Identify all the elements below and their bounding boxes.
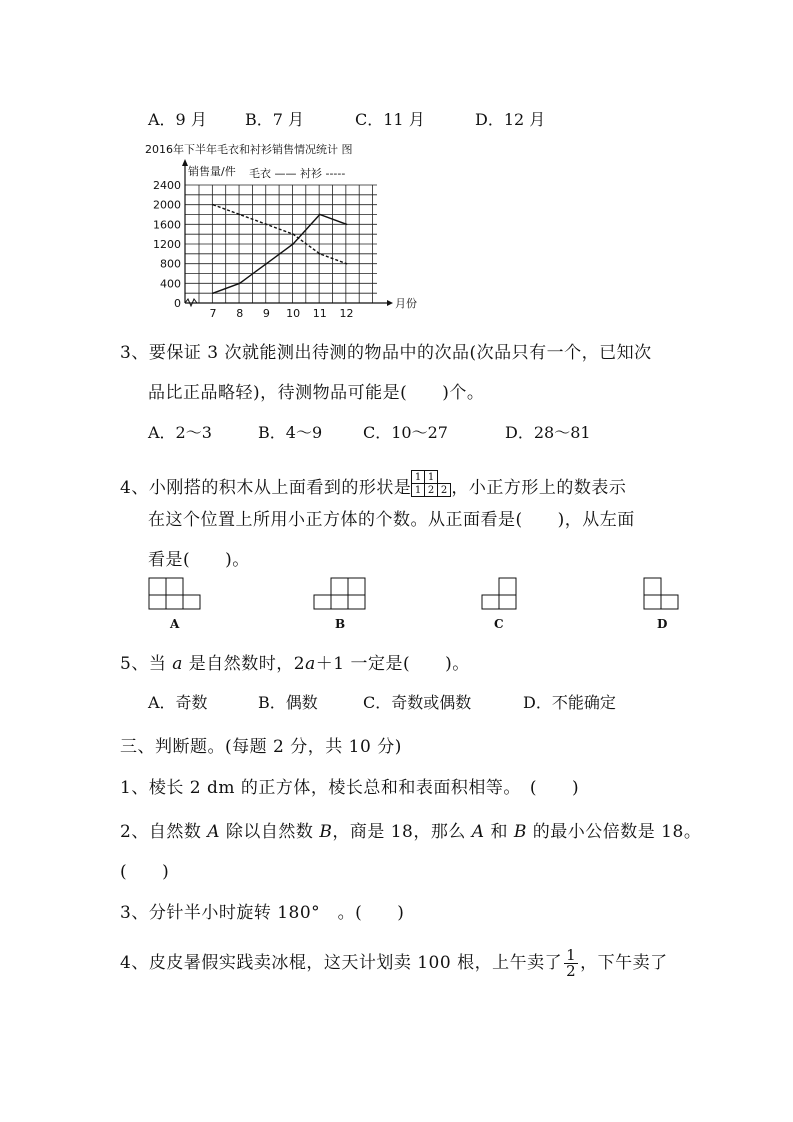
- q4-figure-b: [310, 575, 370, 615]
- grid-cell: 1: [412, 484, 425, 497]
- judge-1: 1、棱长 2 dm 的正方体，棱长总和和表面积相等。 ( ): [120, 778, 580, 798]
- q3-option-c: C．10～27: [363, 423, 448, 442]
- data-point: [239, 283, 241, 285]
- judge-2-text: 和: [484, 822, 514, 842]
- fraction-denominator: 2: [566, 962, 577, 980]
- data-point: [346, 263, 348, 265]
- data-point: [266, 224, 268, 226]
- judge-4-text: ，下午卖了: [580, 953, 668, 973]
- y-tick-label: 2400: [153, 179, 181, 192]
- data-point: [346, 224, 348, 226]
- judge-2-var: A: [207, 822, 221, 842]
- judge-2-text: ，商是 18，那么: [332, 822, 472, 842]
- judge-4: [120, 948, 668, 979]
- judge-2-text: 2、自然数: [120, 822, 208, 842]
- x-tick-label: 11: [312, 307, 327, 320]
- q5-line: [120, 649, 470, 674]
- fraction-one-half: [564, 948, 578, 979]
- q5-option-d: D．不能确定: [523, 693, 616, 712]
- y-tick-label: 1200: [153, 238, 181, 251]
- data-point: [292, 233, 294, 235]
- judge-2-text: 的最小公倍数是 18。: [526, 822, 702, 842]
- q4-line-1-a: 4、小刚搭的积木从上面看到的形状是: [120, 478, 412, 498]
- x-tick-label: 8: [236, 307, 244, 320]
- top-view-grid: [411, 470, 451, 497]
- y-axis-title: 销售量/件: [188, 165, 236, 178]
- q4-line-3: 看是( )。: [148, 550, 250, 570]
- x-tick-label: 10: [286, 307, 301, 320]
- q3-line-2: 品比正品略轻)，待测物品可能是( )个。: [148, 383, 485, 403]
- section-3-heading: 三、判断题。(每题 2 分，共 10 分): [120, 737, 402, 757]
- judge-2-var: B: [319, 822, 333, 842]
- y-tick-label: 1600: [153, 218, 181, 232]
- q5-text: ＋1 一定是( )。: [315, 654, 470, 674]
- q4-label-a: A: [170, 617, 180, 631]
- q5-option-c: C．奇数或偶数: [363, 693, 472, 712]
- q4-line-2: 在这个位置上所用小正方体的个数。从正面看是( )，从左面: [148, 510, 635, 530]
- y-tick-label: 400: [160, 277, 181, 291]
- data-point: [319, 214, 321, 216]
- chart-legend: 毛衣 —— 衬衫 -----: [249, 167, 346, 180]
- grid-cell: 2: [425, 484, 438, 497]
- x-tick-label: 9: [262, 307, 270, 320]
- q2-option-b: B．7 月: [245, 110, 305, 129]
- q3-option-b: B．4～9: [258, 423, 323, 442]
- data-point: [212, 292, 214, 294]
- q4-label-b: B: [335, 617, 346, 631]
- q5-var: a: [172, 654, 183, 674]
- y-tick-label: 800: [160, 257, 181, 271]
- q2-option-d: D．12 月: [475, 110, 546, 129]
- q5-option-a: A．奇数: [148, 693, 208, 712]
- q3-option-d: D．28～81: [505, 423, 591, 442]
- judge-2-var: A: [471, 822, 485, 842]
- y-tick-label: 0: [174, 297, 181, 310]
- data-point: [212, 204, 214, 206]
- data-point: [239, 214, 241, 216]
- grid-cell: 1: [412, 471, 425, 484]
- q5-text: 5、当: [120, 654, 173, 674]
- q3-option-a: A．2～3: [148, 423, 212, 442]
- y-tick-label: 2000: [153, 198, 181, 212]
- data-point: [266, 263, 268, 265]
- judge-3: 3、分针半小时旋转 180° 。( ): [120, 903, 405, 923]
- judge-2: [120, 817, 701, 842]
- judge-2-var: B: [513, 822, 527, 842]
- grid-cell: 2: [438, 484, 451, 497]
- judge-2-text: 除以自然数: [220, 822, 320, 842]
- q4-figure-d: [640, 575, 690, 615]
- q5-var: a: [305, 654, 316, 674]
- data-point: [319, 253, 321, 255]
- q4-figure-a: [145, 575, 205, 615]
- q4-line-1-b: ，小正方形上的数表示: [451, 478, 627, 498]
- x-axis-arrow: [387, 300, 393, 306]
- data-point: [292, 243, 294, 245]
- fraction-numerator: 1: [566, 946, 577, 964]
- q4-label-c: C: [494, 617, 504, 631]
- q4-figure-c: [478, 575, 528, 615]
- judge-4-text: 4、皮皮暑假实践卖冰棍，这天计划卖 100 根，上午卖了: [120, 953, 563, 973]
- chart-title: 2016年下半年毛衣和衬衫销售情况统计 图: [145, 143, 353, 156]
- grid-cell: 1: [425, 471, 438, 484]
- grid-empty: [438, 471, 451, 484]
- x-tick-label: 7: [209, 307, 217, 320]
- q3-line-1: 3、要保证 3 次就能测出待测的物品中的次品(次品只有一个，已知次: [120, 343, 652, 363]
- x-axis-title: 月份: [395, 297, 417, 310]
- q5-text: 是自然数时，2: [182, 654, 306, 674]
- q5-option-b: B．偶数: [258, 693, 318, 712]
- x-tick-label: 12: [339, 307, 354, 320]
- q2-option-a: A．9 月: [148, 110, 207, 129]
- q4-label-d: D: [657, 617, 668, 631]
- sales-line-chart: [145, 153, 417, 323]
- q2-option-c: C．11 月: [355, 110, 425, 129]
- judge-2-paren: ( ): [120, 862, 170, 882]
- q4-line-1: [120, 470, 626, 498]
